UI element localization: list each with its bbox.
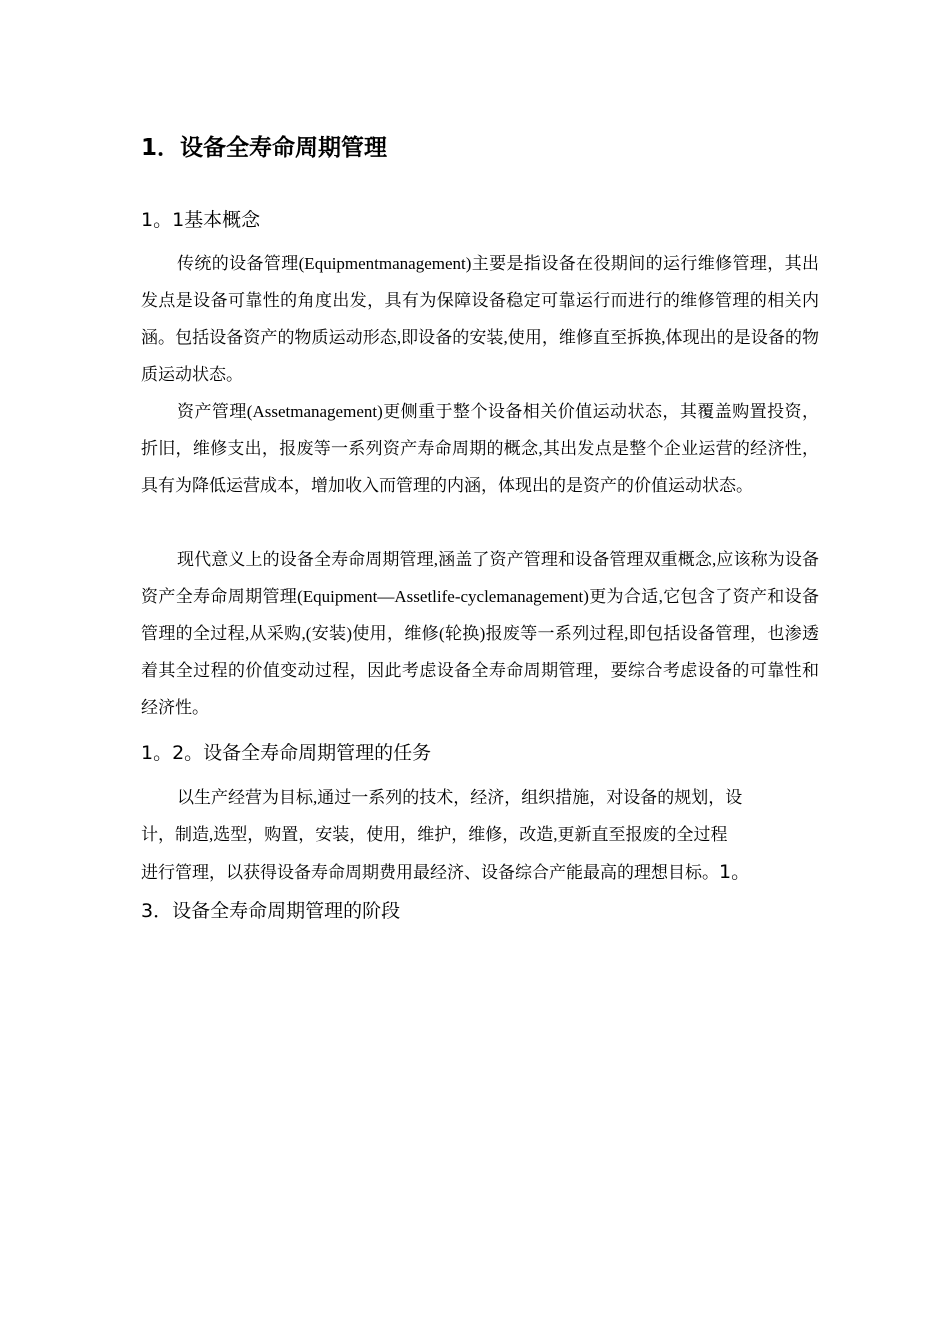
paragraph-asset-management: 资产管理(Assetmanagement)更侧重于整个设备相关价值运动状态，其覆盖购置投资，折旧，维修支出，报废等一系列资产寿命周期的概念,其出发点是整个企业运营的经济性，具有为降低运营成本，增加收入而管理的内涵，体现出的是资产的价值运动状态。 [141,402,819,495]
paragraph-tasks-line-text: 进行管理，以获得设备寿命周期费用最经济、设备综合产能最高的理想目标。 [141,863,719,882]
section-heading-basic-concepts: 1。1基本概念 [141,209,261,231]
paragraph-tasks-line: 以生产经营为目标,通过一系列的技术，经济，组织措施，对设备的规划，设 [177,788,743,807]
paragraph-tasks [141,779,819,892]
section-heading-tasks: 1。2。设备全寿命周期管理的任务 [141,742,432,764]
paragraph-tasks-line [141,853,819,892]
paragraph-modern-lifecycle-management: 现代意义上的设备全寿命周期管理,涵盖了资产管理和设备管理双重概念,应该称为设备资产全寿命周期管理(Equipment—Assetlife-cyclemanagement)更为合适,它包含了资产和设备管理的全过程,从采购,(安装)使用，维修(轮换)报废等一系列过程,即包括设备管理，也渗透着其全过程的价值变动过程，因此考虑设备全寿命周期管理，要综合考虑设备的可靠性和经济性。 [141,550,819,717]
section-heading-stages-number-start: 1。 [719,861,751,883]
paragraph-tasks-line: 计，制造,选型，购置，安装，使用，维护，维修，改造,更新直至报废的全过程 [141,825,728,844]
paragraph-traditional-equipment-management: 传统的设备管理(Equipmentmanagement)主要是指设备在役期间的运行维修管理，其出发点是设备可靠性的角度出发，具有为保障设备稳定可靠运行而进行的维修管理的相关内涵。包括设备资产的物质运动形态,即设备的安装,使用，维修直至拆换,体现出的是设备的物质运动状态。 [141,254,819,384]
section-heading-stages: 3．设备全寿命周期管理的阶段 [141,900,401,922]
document-title: 1．设备全寿命周期管理 [141,135,388,161]
